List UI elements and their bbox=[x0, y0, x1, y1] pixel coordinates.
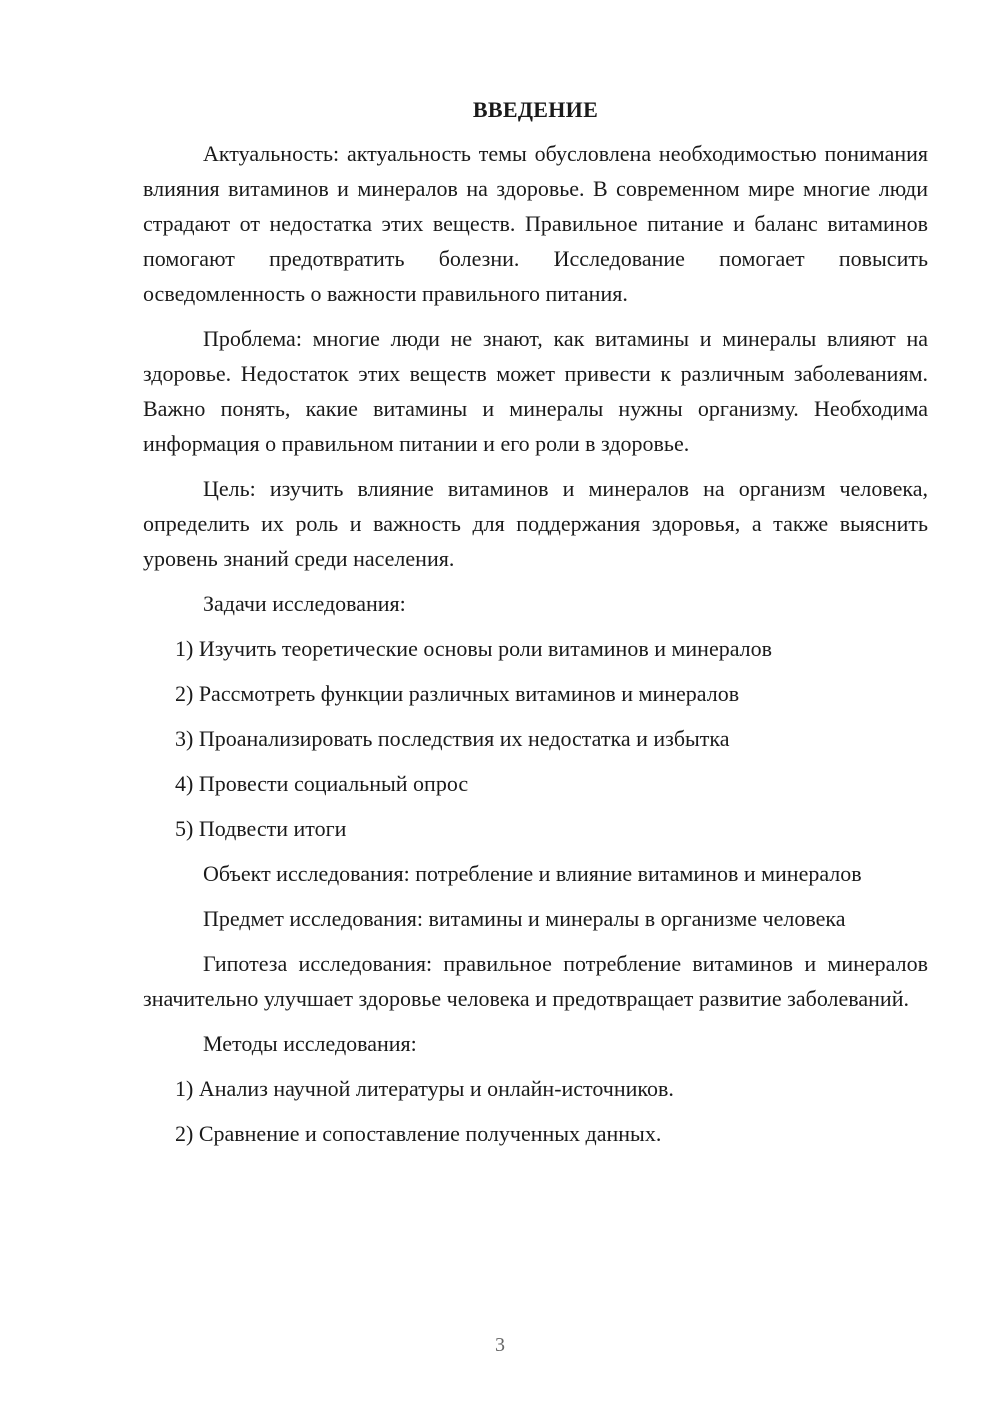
methods-heading: Методы исследования: bbox=[203, 1031, 417, 1056]
relevance-paragraph: Актуальность: актуальность темы обусловлена необходимостью понимания влияния витаминов и минералов на здоровье. В современном мире многие люди страдают от недостатка этих веществ. Правильное питание и баланс витаминов помогают предотвратить болезни. Исследование помогает повысить осведомленность о важности правильного питания. bbox=[143, 141, 928, 306]
subject-paragraph: Предмет исследования: витамины и минералы в организме человека bbox=[203, 906, 846, 931]
object-paragraph: Объект исследования: потребление и влияние витаминов и минералов bbox=[203, 861, 862, 886]
document-page bbox=[143, 92, 928, 1161]
list-item: 1) Изучить теоретические основы роли витаминов и минералов bbox=[175, 636, 773, 661]
list-item: 5) Подвести итоги bbox=[175, 816, 347, 841]
page-number: 3 bbox=[495, 1334, 505, 1356]
problem-paragraph: Проблема: многие люди не знают, как витамины и минералы влияют на здоровье. Недостаток этих веществ может привести к различным заболеваниям. Важно понять, какие витамины и минералы нужны организму. Необходима информация о правильном питании и его роли в здоровье. bbox=[143, 326, 928, 456]
hypothesis-paragraph: Гипотеза исследования: правильное потребление витаминов и минералов значительно улучшает здоровье человека и предотвращает развитие заболеваний. bbox=[143, 951, 928, 1011]
list-item: 4) Провести социальный опрос bbox=[175, 771, 469, 796]
list-item: 1) Анализ научной литературы и онлайн-источников. bbox=[175, 1076, 674, 1101]
page-title: ВВЕДЕНИЕ bbox=[472, 97, 599, 122]
list-item: 2) Рассмотреть функции различных витаминов и минералов bbox=[175, 681, 740, 706]
list-item: 2) Сравнение и сопоставление полученных данных. bbox=[175, 1121, 662, 1146]
list-item: 3) Проанализировать последствия их недостатка и избытка bbox=[175, 726, 730, 751]
goal-paragraph: Цель: изучить влияние витаминов и минералов на организм человека, определить их роль и важность для поддержания здоровья, а также выяснить уровень знаний среди населения. bbox=[143, 476, 928, 571]
tasks-heading: Задачи исследования: bbox=[203, 591, 406, 616]
